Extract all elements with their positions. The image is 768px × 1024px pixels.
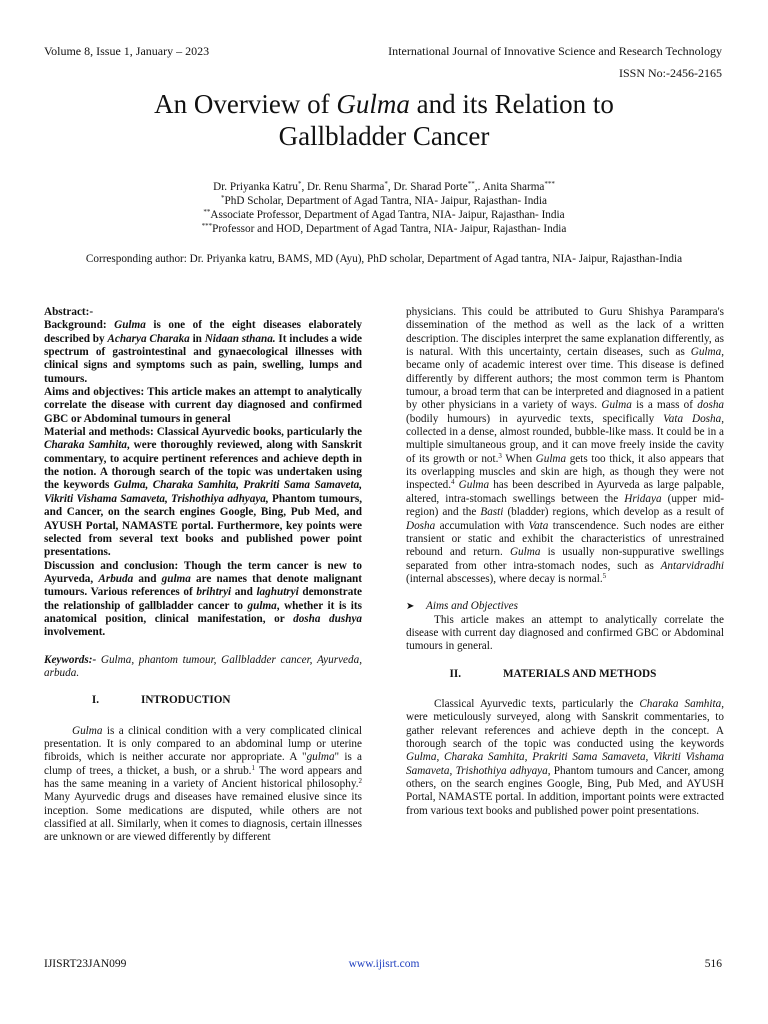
- section-heading-introduction: I. INTRODUCTION: [91, 694, 231, 707]
- abstract-methods: Material and methods: Classical Ayurvedic books, particularly the Charaka Samhita, were thoroughly reviewed, along with Sanskrit commentary, to acquire pertinent references and achieve depth in the notion. A thorough search of the topic was undertaken using the keywords Gulma, Charaka Samhita, Prakriti Sama Samaveta, Vikriti Vishama Samaveta, Trishothiya adhyaya, Phantom tumours, and Cancer, on the search engines Google, Bing, Pub Med, and AYUSH Portal, NAMASTE portal. Furthermore, key points were selected from several text books and published power point presentations.: [44, 426, 362, 559]
- header-volume: Volume 8, Issue 1, January – 2023: [44, 44, 210, 58]
- abstract-heading: Abstract:-: [44, 306, 94, 318]
- arrowhead-bullet-icon: ➤: [406, 601, 415, 613]
- abstract-background: Background: Gulma is one of the eight diseases elaborately described by Acharya Charaka in Nidaan sthana. It includes a wide spectrum of gastrointestinal and gynaecological illnesses with clinical signs and symptoms such as pain, swelling, lumps and tumours.: [44, 319, 363, 385]
- affiliation-3: ***Professor and HOD, Department of Agad Tantra, NIA- Jaipur, Rajasthan- India: [201, 222, 567, 235]
- introduction-continued: physicians. This could be attributed to Guru Shishya Parampara's dissemination of the method as well as the lack of a written description. The disciples interpret the same explanation differently, as is natural. With this uncertainty, certain diseases, such as Gulma, became only of academic interest over time. This disease is defined differently by different authors; the most common term is Phantom tumour, a broad term that can be interpreted and diagnosed in a patient by other physicians in a variety of ways. Gulma is a mass of dosha (bodily humours) in ayurvedic texts, specifically Vata Dosha, collected in a dense, almost rounded, bubble-like mass. It could be in a multiple simultaneous group, and it can move freely inside the cavity of its growth or not.$^3$ When Gulma gets too thick, it also appears that its overlapping muscles and skin are high, as though they were not inspected.$^4$ Gulma has been described in Ayurveda as large palpable, altered, intra-stomach swellings between the Hridaya (upper mid-region) and the Basti (bladder) regions, which develop as a result of Dosha accumulation with Vata transcendence. Such nodes are either transient or static and exhibit the characteristics of unrestrained rebound and return. Gulma is usually non-suppurative swellings separated from other intra-stomach nodes, such as Antarvidradhi (internal abscesses), where decay is normal.$^5$: [406, 306, 725, 585]
- abstract-aims: Aims and objectives: This article makes an attempt to analytically correlate the disease with current day diagnosed and confirmed GBC or Abdominal tumours in general: [44, 386, 362, 425]
- section-heading-materials: II. MATERIALS AND METHODS: [449, 667, 657, 680]
- subheading-aims: ➤ Aims and Objectives: [406, 600, 518, 613]
- footer-paper-id: IJISRT23JAN099: [44, 958, 127, 970]
- paper-title: An Overview of Gulma and its Relation to Gallbladder Cancer: [154, 89, 614, 151]
- right-column: [406, 306, 724, 818]
- affiliation-2: **Associate Professor, Department of Agad Tantra, NIA- Jaipur, Rajasthan- India: [203, 208, 565, 221]
- header-journal: International Journal of Innovative Science and Research Technology: [388, 44, 722, 58]
- introduction-paragraph: Gulma is a clinical condition with a very complicated clinical presentation. It is only compared to an abdominal lump or uterine fibroids, which is neither accurate nor appropriate. A "gulma" is a clump of trees, a thicket, a bush, or a shrub.$^1$ The word appears and has the same meaning in a variety of Ancient historical philosophy.$^2$ Many Ayurvedic drugs and diseases have remained elusive since its inception. Some medications are disputed, while others are not classified at all. Similarly, when it comes to diagnosis, certain illnesses are unknown or are viewed differently by different: [44, 724, 363, 844]
- materials-paragraph: Classical Ayurvedic texts, particularly the Charaka Samhita, were meticulously surveyed, along with Sanskrit commentaries, to gather relevant references and achieve depth in the concept. A thorough search of the topic was conducted using the keywords Gulma, Charaka Samhita, Prakriti Sama Samaveta, Vikriti Vishama Samaveta, Trishothiya adhyaya, Phantom tumours and Cancer, among others, on the search engines Google, Bing, Pub Med, and AYUSH Portal, NAMASTE portal. In addition, important points were extracted from various text books and published power point presentations.: [406, 697, 725, 817]
- author-block: [40, 180, 728, 236]
- left-column: [44, 306, 362, 845]
- footer-page-number: 516: [704, 958, 722, 970]
- header-issn: ISSN No:-2456-2165: [618, 66, 722, 80]
- aims-paragraph: This article makes an attempt to analytically correlate the disease with current day diagnosed and confirmed GBC or Abdominal tumours in general.: [406, 613, 724, 653]
- keywords: Keywords:- Gulma, phantom tumour, Gallbladder cancer, Ayurveda, arbuda.: [44, 653, 362, 679]
- footer-website-link[interactable]: www.ijisrt.com: [348, 958, 420, 970]
- corresponding-author: Corresponding author: Dr. Priyanka katru, BAMS, MD (Ayu), PhD scholar, Department of Agad tantra, NIA- Jaipur, Rajasthan-India: [85, 253, 683, 265]
- author-list: Dr. Priyanka Katru*, Dr. Renu Sharma*, Dr. Sharad Porte**,. Anita Sharma***: [213, 180, 555, 193]
- abstract-discussion: Discussion and conclusion: Though the term cancer is new to Ayurveda, Arbuda and gulma are names that denote malignant tumours. Various references of brihtryi and laghutryi demonstrate the relationship of gallbladder cancer to gulma, whether it is its anatomical position, clinical manifestation, or dosha dushya involvement.: [44, 559, 363, 639]
- affiliation-1: *PhD Scholar, Department of Agad Tantra, NIA- Jaipur, Rajasthan- India: [221, 194, 547, 207]
